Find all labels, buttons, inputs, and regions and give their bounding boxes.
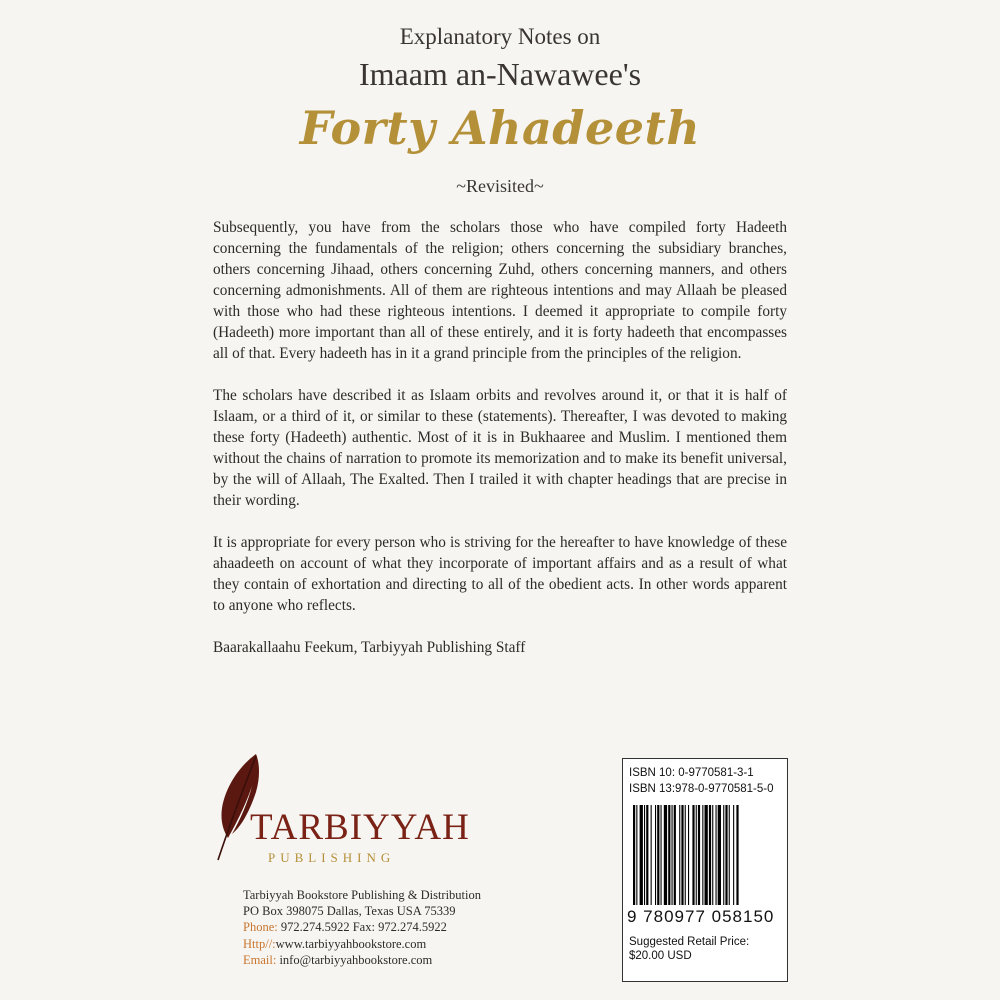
book-title: Forty Ahadeeth (299, 101, 701, 155)
signoff: Baarakallaahu Feekum, Tarbiyyah Publishing Staff (213, 639, 526, 656)
barcode-bar (716, 805, 717, 905)
barcode-bar (668, 805, 670, 905)
barcode-bar (661, 805, 662, 905)
barcode-bar (736, 805, 738, 905)
publisher-logo-subtitle: PUBLISHING (268, 850, 396, 865)
barcode-bar (664, 805, 667, 905)
publisher-contact (243, 887, 583, 968)
website-label: Http//: (243, 936, 276, 951)
barcode-bar (655, 805, 656, 905)
subtitle-author: Imaam an-Nawawee's (358, 56, 642, 92)
description-text (213, 217, 787, 679)
barcode-bar (696, 805, 697, 905)
barcode-bar (688, 805, 689, 905)
isbn-10: ISBN 10: 0-9770581-3-1 (629, 767, 754, 779)
barcode-bar (657, 805, 659, 905)
barcode-bar (692, 805, 694, 905)
barcode-bar (729, 805, 730, 905)
isbn-13: ISBN 13:978-0-9770581-5-0 (629, 783, 774, 795)
barcode-bar (640, 805, 643, 905)
barcode-bar (674, 805, 676, 905)
phone-value: 972.274.5922 Fax: 972.274.5922 (277, 920, 447, 935)
barcode-bar (646, 805, 648, 905)
publisher-email (243, 952, 583, 968)
description-paragraph-2: The scholars have described it as Islaam orbits and revolves around it, or that it is half of Islaam, or a third of it, or similar to these (statements). Thereafter, I was devoted to making these forty (Hadeeth) authentic. Most of it is in Bukhaaree and Muslim. I mentioned them without the chains of narration to promote its memorization and to make its benefit universal, by the will of Allaah, The Exalted. Then I trailed it with chapter headings that are precise in their wording. (213, 387, 787, 509)
barcode-bar (702, 805, 703, 905)
isbn-barcode-box (622, 758, 788, 982)
barcode-bar (733, 805, 734, 905)
publisher-name: Tarbiyyah Bookstore Publishing & Distribution (243, 888, 482, 902)
barcode-bar (698, 805, 700, 905)
barcode-bar (709, 805, 711, 905)
email-value: info@tarbiyyahbookstore.com (276, 952, 433, 967)
barcode-bar (712, 805, 713, 905)
barcode-bar (651, 805, 652, 905)
barcode-bar (725, 805, 727, 905)
website-value: www.tarbiyyahbookstore.com (275, 936, 427, 951)
description-paragraph-3: It is appropriate for every person who is striving for the hereafter to have knowledge of these ahaadeeth on account of what they incorporate of important affairs and as a result of what they contain of exhortation and directing to all of the obedient acts. In other words apparent to anyone who reflects. (213, 534, 787, 614)
barcode-bar (718, 805, 721, 905)
phone-label: Phone: (243, 920, 278, 935)
barcode-bar (681, 805, 683, 905)
barcode-number: 9 780977 058150 (627, 907, 775, 926)
barcode-bar (679, 805, 680, 905)
retail-price-value: $20.00 USD (629, 950, 692, 962)
cover-header (0, 22, 1000, 197)
barcode-bar (636, 805, 637, 905)
barcode-bar (705, 805, 708, 905)
barcode-bar (685, 805, 686, 905)
retail-price-label: Suggested Retail Price: (629, 936, 750, 948)
barcode-bar (672, 805, 673, 905)
publisher-phone (243, 919, 583, 935)
barcode-bar (644, 805, 645, 905)
publisher-website (243, 936, 583, 952)
barcode-bar (723, 805, 724, 905)
subtitle-explanatory-notes: Explanatory Notes on (399, 24, 601, 49)
barcode-bar (633, 805, 635, 905)
email-label: Email: (243, 952, 277, 967)
revisited-label: ~Revisited~ (456, 176, 544, 196)
publisher-logo (212, 752, 472, 872)
publisher-logo-name: TARBIYYAH (250, 807, 470, 848)
publisher-address: PO Box 398075 Dallas, Texas USA 75339 (243, 904, 456, 919)
description-paragraph-1: Subsequently, you have from the scholars those who have compiled forty Hadeeth concerning the fundamentals of the religion; others concerning the subsidiary branches, others concerning Jihaad, others concerning Zuhd, others concerning manners, and others concerning admonishments. All of them are righteous intentions and may Allaah be pleased with those who had these righteous intentions. I deemed it appropriate to compile forty (Hadeeth) more important than all of these entirely, and it is forty hadeeth that encompasses all of that. Every hadeeth has in it a grand principle from the principles of the religion. (213, 219, 787, 362)
barcode (629, 805, 781, 905)
